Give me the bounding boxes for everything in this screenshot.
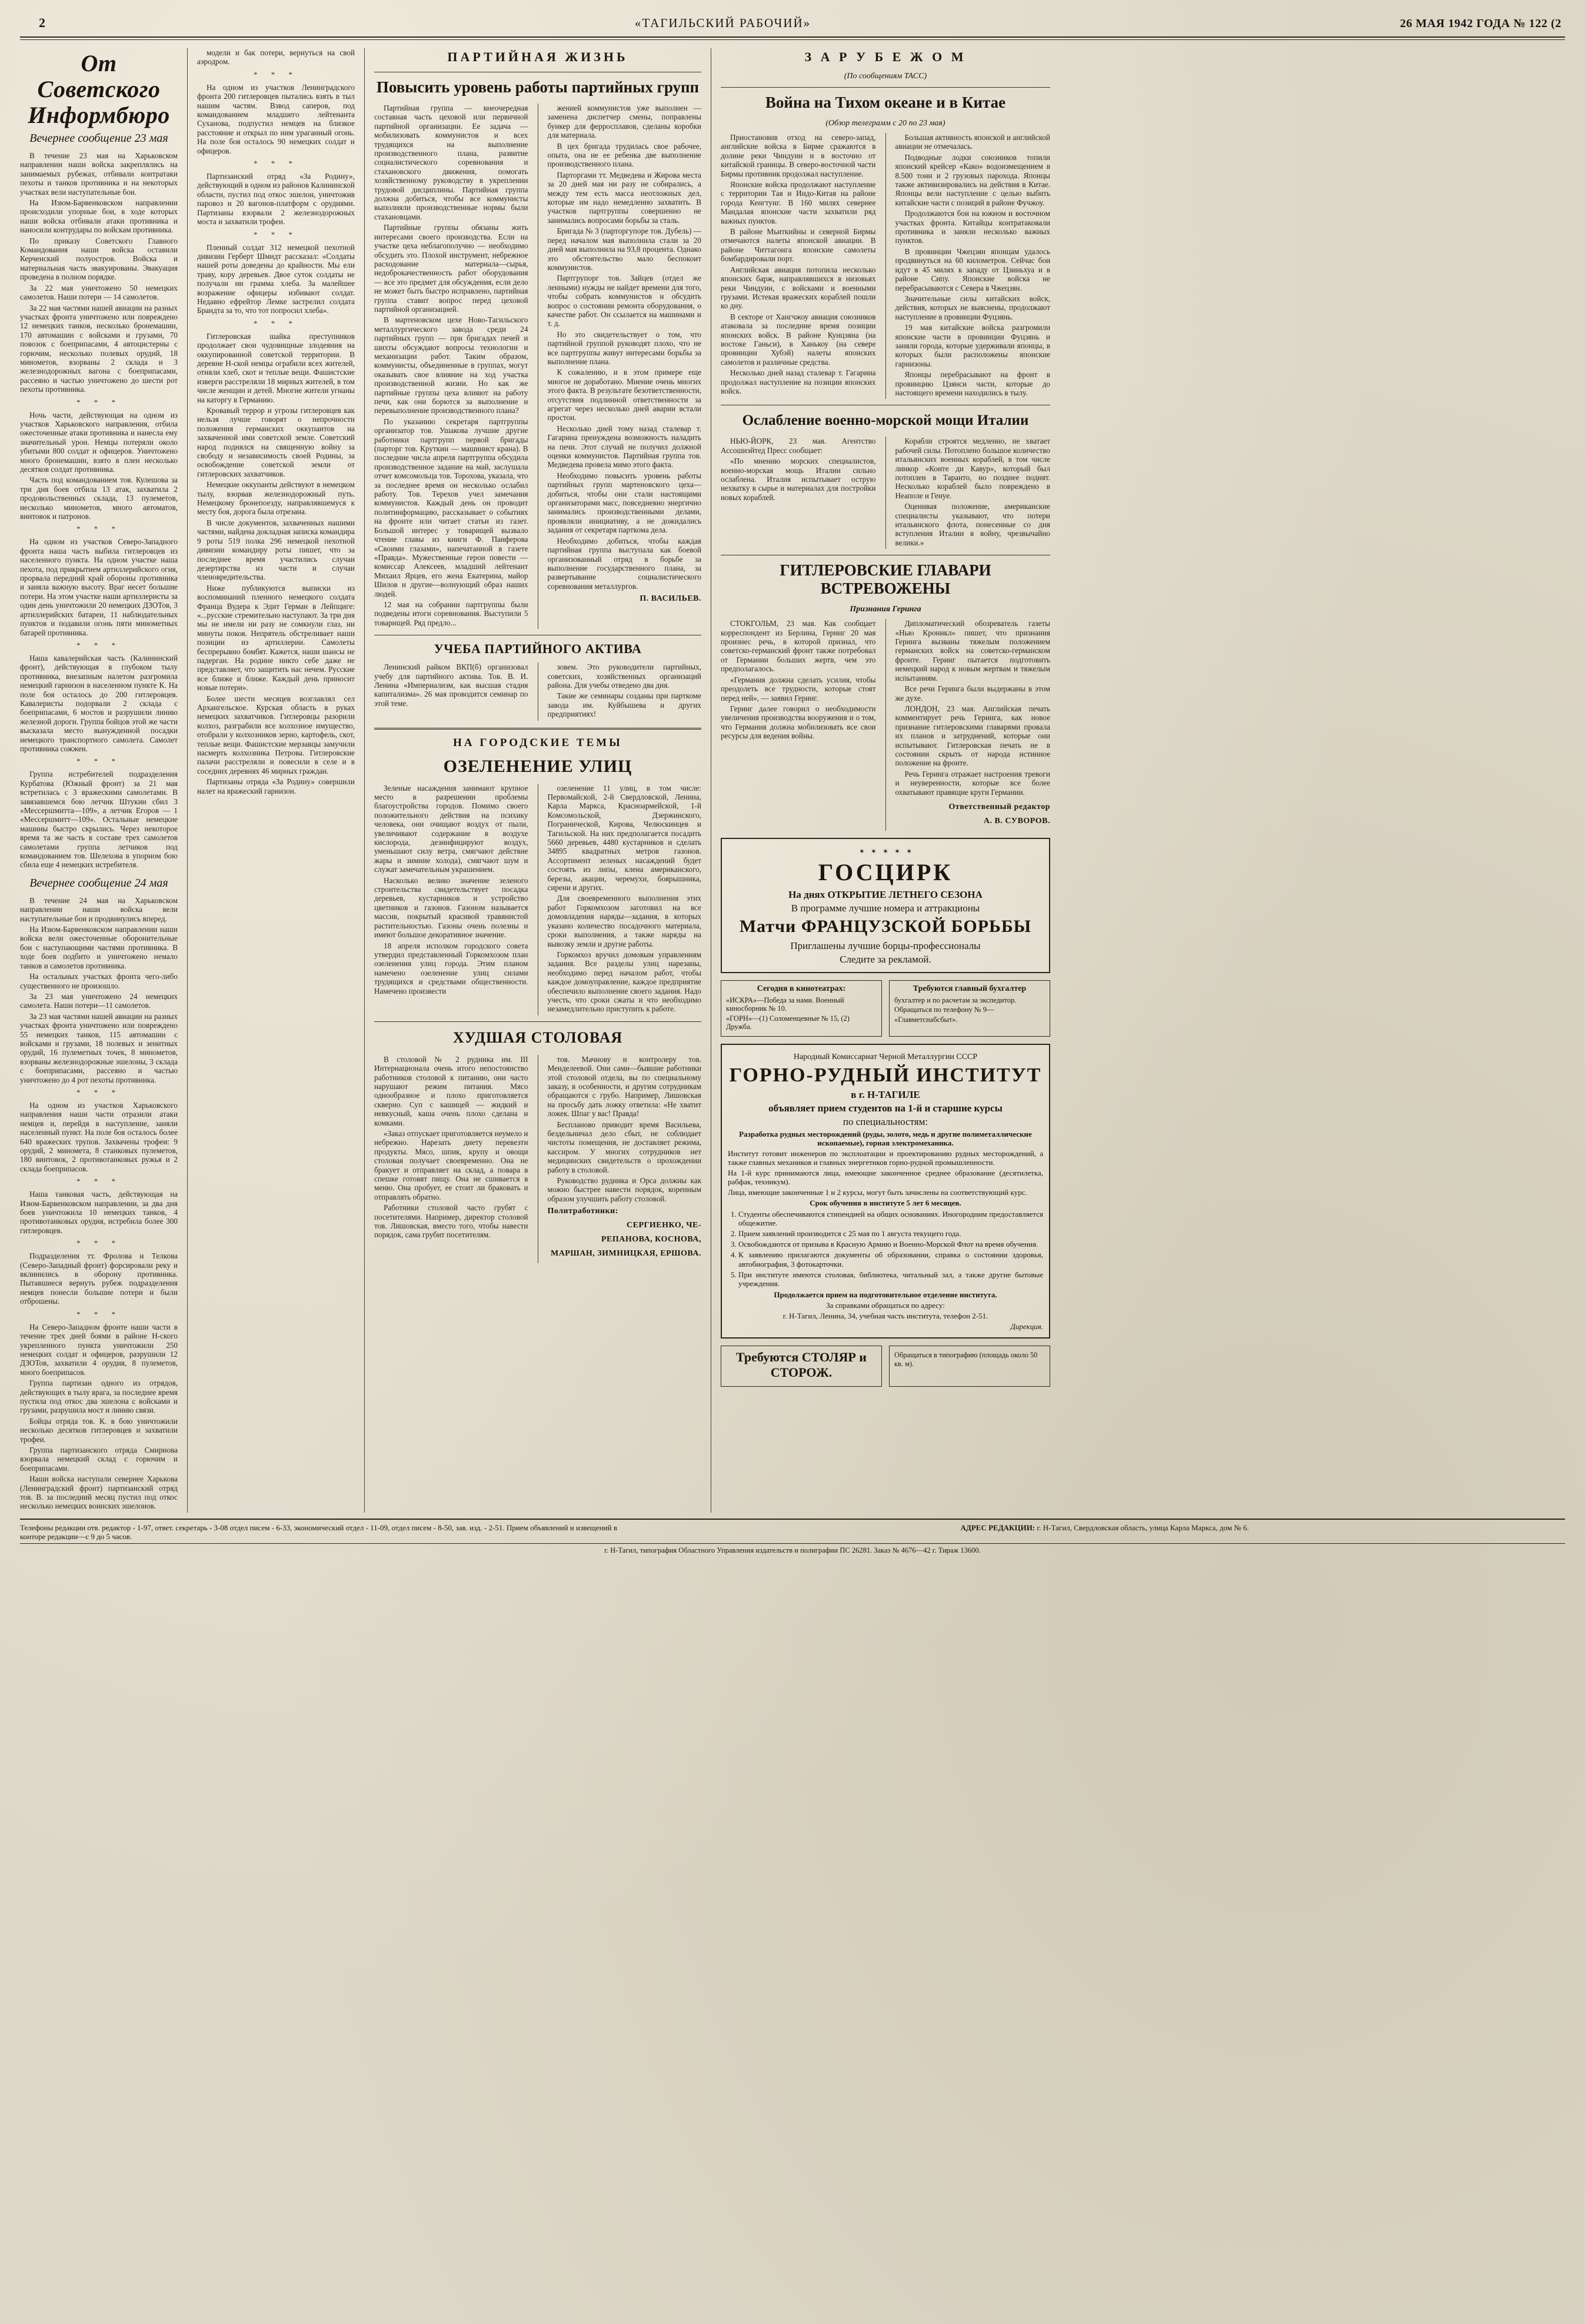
greening-col-right — [548, 784, 702, 1015]
paragraph: На Изюм-Барвенковском направлении наши войска вели ожесточенные оборонительные бои с наступающими частями противника. В ходе боев подбито и уничтожено немало танков и самолетов противника. — [20, 925, 178, 970]
separator: * * * — [254, 229, 298, 239]
ad-vacancy-note[interactable] — [889, 1346, 1050, 1387]
paragraph: Группа партизан одного из отрядов, действующих в тылу врага, за последнее время пустила под откос два эшелона с войсками и грузами, разрушила мост и линию связи. — [20, 1379, 178, 1415]
ad-line: Приглашены лучшие борцы-профессионалы — [790, 940, 981, 951]
rule — [374, 1021, 701, 1022]
subhead-goering: Признания Геринга — [850, 605, 921, 614]
footer-imprint: г. Н-Тагил, типография Областного Управления издательств и полиграфии ПС 26281. Заказ № 4676—42 г. Тираж 13600. — [20, 1543, 1565, 1555]
paragraph: зовем. Это руководители партийных, советских, хозяйственных организаций района. Для учебы отведено два дня. — [547, 662, 701, 690]
headline-pacific-war: Война на Тихом океане и в Китае — [765, 94, 1006, 111]
paragraph: На Северо-Западном фронте наши части в течение трех дней боями в районе Н-ского укрепленного пункта уничтожили 250 немецких солдат и офицеров, разрушили 12 ДЗОТов, захватили 4 орудия, 8 пулеметов, много боеприпасов. — [20, 1322, 178, 1377]
responsible-editor-label: Ответственный редактор — [948, 802, 1050, 811]
list-item: 2. Прием заявлений производится с 25 мая по 1 августа текущего года. — [738, 1229, 1043, 1238]
paragraph: Дипломатический обозреватель газеты «Нью Кроникл» пишет, что признания Геринга вызваны тяжелым положением германских войск на советско-германском фронте. Геринг пытается подготовить немецкий народ к новым жертвам и тяжелым испытаниям. — [895, 619, 1050, 682]
paragraph: Группа истребителей подразделения Курбатова (Южный фронт) за 21 мая встретилась с 3 вражескими самолетами. В завязавшемся бою летчик Штукин сбил 3 «Мессершмитта—109», а летчик Егоров — 1 «Мессершмитт—109». Остальные немецкие машины быстро скрылись. Через некоторое время та же часть в составе трех самолетов самолетами группа летчиков под командованием тов. Шелехова в упорном бою сбила еще 4 немецких истребителя. — [20, 770, 178, 870]
paragraph: Часть под командованием тов. Кулешова за три дня боев отбила 13 атак, захватила 2 продовольственных склада, 13 пулеметов, несколько минометов, много автоматов, винтовок и патронов. — [20, 475, 178, 521]
paragraph: Партизаны отряда «За Родину» совершили налет на вражеский гарнизон. — [197, 777, 355, 795]
greening-col-left — [374, 784, 528, 1015]
paragraph: За 22 мая частями нашей авиации на разных участках фронта уничтожено или повреждено 12 немецких танков, несколько бронемашин, 170 автомашин с войсками и грузами, 70 повозок с боеприпасами, 4 автоцистерны с горючим, несколько полевых орудий, 18 минометов, взорваны 2 склада и 3 железнодорожных вагона с боеприпасами, рассеяно и частью уничтожено до шести рот пехоты противника. — [20, 303, 178, 394]
paragraph: Японцы перебрасывают на фронт в провинцию Цзянси части, которые до настоящего времени находились в тылу. — [895, 370, 1050, 397]
paragraph: Горкомхоз вручил домовым управлениям задания. Все разделы улиц нарезаны, необходимо перед началом работ, чтобы каждое домоуправление, каждое предприятие обеспечило выполнение своего задания. Надо учесть, что сроки сжаты и что необходимо незамедлительно приступить к работе. — [547, 950, 701, 1014]
paragraph: Наши войска наступали севернее Харькова (Ленинградский фронт) партизанский отряд тов. В. за последний месяц пустил под откос несколько немецких воинских эшелонов. — [20, 1474, 178, 1511]
ad-institute-spec-text: Разработка рудных месторождений (руды, золото, медь и другие полиметаллические ископаемые), горная электромеханика. — [739, 1129, 1032, 1147]
separator: * * * — [76, 640, 121, 650]
ad-institute-term: Срок обучения в институте 5 лет 6 месяцев. — [810, 1198, 961, 1207]
column-abroad — [721, 48, 1050, 1513]
article-signature: П. ВАСИЛЬЕВ. — [640, 594, 701, 604]
headline-street-greening: ОЗЕЛЕНЕНИЕ УЛИЦ — [443, 756, 632, 776]
separator: * * * — [76, 1087, 121, 1097]
paragraph: озеленение 11 улиц, в том числе: Первомайской, 2-й Свердловской, Ленина, Карла Маркса, Красноармейской, 1-й Комсомольской, Дзержинского, Погранической, Кирова, Челюскинцев и Тагильской. На них предполагается посадить 5660 деревьев, 4480 кустарников и сделать 34895 квадратных метров газонов. Ассортимент зеленых насаждений будет состоять из липы, клена американского, березы, акации, черемухи, боярышника, сирени и других. — [547, 783, 701, 893]
list-item: 5. При институте имеются столовая, библиотека, читальный зал, а также другие бытовые учреждения. — [738, 1270, 1043, 1288]
paragraph: Продолжаются бои на южном и восточном участках фронта. Китайцы контратаковали противника и заняли несколько важных пунктов. — [895, 209, 1050, 245]
paragraph: В мартеновском цехе Ново-Тагильского металлургического завода среди 24 партийных групп — при бригадах печей и шихты обсуждают вопросы технологии и механизации работ. Таким образом, коммунисты, объединенные в группах, могут оказывать свое влияние на ход участка производственной жизни. Но как же партийные группы цеха влияют на работу печи, как они борются за выполнение и перевыполнение производственного плана? — [374, 315, 528, 415]
column-party-life — [374, 48, 701, 1513]
ad-institute-subtitle: объявляет прием студентов на 1-й и старшие курсы — [768, 1102, 1003, 1114]
ad-institute-org: Народный Комиссариат Черной Металлургии СССР — [793, 1052, 978, 1061]
paragraph: Подводные лодки союзников топили японский крейсер «Како» водоизмещением в 8.500 тонн и 2 грузовых парохода. Японцы также активизировались на действия в Китае. Японцы вели наступление с целью выбить китайские части с позиций в районе Фучжоу. — [895, 152, 1050, 207]
ad-line: В программе лучшие номера и аттракционы — [791, 902, 980, 914]
canteen-col-left — [374, 1055, 528, 1264]
ad-title-goscirk: ГОСЦИРК — [818, 858, 953, 885]
canteen-signer: МАРШАН, ЗИМНИЦКАЯ, ЕРШОВА. — [550, 1249, 701, 1258]
paragraph: Зеленые насаждения занимают крупное место в разрешении проблемы благоустройства городов. Помимо своего положительного действия на психику человека, они очищают воздух от пыли, увеличивают содержание в воздухе кислорода, дезинфицируют воздух, уменьшают силу ветра, смягчают действие жары и зимние холода), смягчают шум и служат замечательным украшением. — [374, 783, 528, 874]
column-divider — [885, 437, 886, 549]
paragraph: Руководство рудника и Орса должны как можно быстрее навести порядок, коренным образом улучшить работу столовой. — [547, 1176, 701, 1203]
star-icon: ✶ — [882, 847, 889, 855]
paragraph: 19 мая китайские войска разгромили японские части в провинции Фуцзянь и заняли города, которые удерживали японцы, в которых были расположены японские гарнизоны. — [895, 323, 1050, 368]
paragraph: По указанию секретаря партгруппы организатор тов. Ушакова лучшие другие работники партгрупп первой бригады (парторг тов. Круткин — машинист крана). В последние числа апреля партгруппа обсудила производственное задание на май, заслушала отчет комсомольца тов. Торохова, указала, что за последнее время он несколько ослабил работу. Тов. Терехов учел замечания коммунистов. Каждый день он проводит политинформацию, рассказывает о событиях на фронте или читает статьи из газет. Большой интерес у товарищей вызвало чтение главы из книги Ф. Панферова «Своими глазами», напечатанной в газете «Правда». Мужественные герои повести — комиссар Алексеев, младший лейтенант Михаил Ярцев, его жена Екатерина, майор Шилов и другие—волнующий образ наших людей. — [374, 417, 528, 598]
ad-cinema[interactable] — [721, 980, 882, 1037]
star-icon: ✶ — [906, 847, 913, 855]
goering-col-left — [721, 619, 876, 831]
goering-col-right — [895, 619, 1051, 831]
separator: * * * — [76, 397, 121, 407]
paragraph: К сожалению, и в этом примере еще многое не доработано. Мнение очень многих этого факта. В результате безответственности, отсутствия подлинной ответственности за агрегат через несколько дней аварии встали простои. — [547, 368, 701, 422]
paragraph: Необходимо повысить уровень работы партийных групп мартеновского цеха—добиться, чтобы они стали настоящими организаторами масс, повседневно энергично занимались производственными делами, проявляли инициативу, а не дожидались задания от секретаря парткома дела. — [547, 471, 701, 535]
footer-address-label: АДРЕС РЕДАКЦИИ: — [960, 1523, 1035, 1532]
canteen-col-right — [548, 1055, 702, 1264]
paragraph: женией коммунистов уже выполнен — заменена диспетчер смены, поправлены бункер для ферросплавов, сделаны коробки для материала. — [547, 104, 701, 140]
paragraph: Все речи Геринга были выдержаны в этом же духе. — [895, 684, 1050, 702]
paragraph: Пленный солдат 312 немецкой пехотной дивизии Герберт Шмидт рассказал: «Солдаты нашей роты доведены до крайности. Мы ели траву, кору деревьев. Двое суток солдаты не получали ни грамма хлеба. За малейшее возражение офицеры избивают солдат. Недавно ефрейтор Лемке застрелил солдата Брандта за то, что тот попросил хлеба». — [197, 242, 355, 315]
paragraph: Бригада № 3 (парторгупоре тов. Дубель) — перед началом мая выполнила стали за 20 дней мая выполнила на 93,8 процента. Однако это обстоятельство мало беспокоит коммунистов. — [547, 227, 701, 272]
star-icon: ✶ — [858, 847, 865, 855]
paragraph: На Изюм-Барвенковском направлении происходили упорные бои, в ходе которых наши войска отбивали атаки противника и наносили контрудары по войскам противника. — [20, 198, 178, 235]
paragraph: На одном из участков Северо-Западного фронта наша часть выбила гитлеровцев из населенного пункта. На одном участке наша пехота, под прикрытием артиллерийского огня, прорвала передний край обороны противника и заняла важную высоту. Враг несет большие потери. На этом участке наши артиллеристы за один день уничтожили 20 немецких ДЗОТов, 3 артиллерийских батареи, 11 наблюдательных пунктов и подавили огонь пяти минометных батарей противника. — [20, 537, 178, 637]
paragraph: По приказу Советского Главного Командования наши войска оставили Керченский полуостров. Войска и материальная часть эвакуированы. Эвакуация проведена в полном порядке. — [20, 236, 178, 282]
subhead-informburo-2: Вечернее сообщение 24 мая — [29, 876, 168, 890]
ad-cinema-line: «ГОРН»—(1) Соломенцевные № 15, (2) Дружба. — [726, 1014, 850, 1031]
canteen-signer: СЕРГИЕНКО, ЧЕ- — [627, 1221, 701, 1230]
responsible-editor-name: А. В. СУВОРОВ. — [983, 816, 1050, 825]
paragraph: Ниже публикуются выписки из воспоминаний пленного немецкого солдата Франца Вудера к Эдит Герман в Лейпциге: «...русские стремительно наступают. За три дня мы не имели ни разу не сомкнули глаз, ни минуты покоя. Непрятель обстреливает наши позиции из артиллерии. Самолеты беспрерывно бомбят. Кажется, наши шансы не падерган. На родине никто себе даже не представляет, что защитить нас нечем. Русские все ближе и ближе. Каждый день приносит новые потери». — [197, 583, 355, 692]
paragraph: Для своевременного выполнения этих работ Горкомхозом заготовил на все домовладения наряды—задания, в которых указано количество посадочного материала, сроки выполнения, а также наряды на вывозку земли и другие работы. — [547, 894, 701, 948]
canteen-signers-label: Политработники: — [547, 1207, 618, 1216]
column-informburo — [20, 48, 178, 1513]
paragraph: «Заказ отпускает приготовляется неумело и небрежно. Нарезать диету перевезти продукты. Мясо, шпик, крупу и овощи столовая получает своевременно. Она не бракует и отправляет на склад, а повара в спешке готовят пищу. Она не сшивается в меню. Она пробует, ее стоит ли браковать и отправлять обратно. — [374, 1129, 528, 1201]
page-number: 2 — [39, 15, 46, 30]
masthead-rule-bottom — [20, 39, 1565, 40]
paragraph: За 23 мая уничтожено 24 немецких самолета. Наши потери—11 самолетов. — [20, 991, 178, 1010]
footer-address-block — [644, 1523, 1565, 1532]
column-divider — [187, 48, 188, 1513]
headline-party-study: УЧЕБА ПАРТИЙНОГО АКТИВА — [434, 641, 642, 657]
paragraph: В течение 24 мая на Харьковском направлении наши войска вели наступательные бои и продвинулись вперед. — [20, 895, 178, 923]
ad-accountant-title: Требуются главный бухгалтер — [913, 984, 1027, 993]
paragraph: Приостановив отход на северо-запад, английские войска в Бирме сражаются в долине реки Чиндуин и в восточно от китайской границы. В северо-восточной части Бирмы противник продолжал наступление. — [721, 133, 876, 178]
abroad-source: (По сообщениям ТАСС) — [844, 72, 927, 81]
list-item: 4. К заявлению прилагаются документы об образовании, справка о состоянии здоровья, автобиография, 3 фотокарточки. — [738, 1250, 1043, 1268]
paragraph: На остальных участках фронта чего-либо существенного не произошло. — [20, 972, 178, 990]
paragraph: Наша кавалерийская часть (Калининский фронт), действующая в глубоком тылу противника, внезапным налетом разгромила немецкий гарнизон в населенном пункте К. На поле боя осталось до 200 гитлеровцев. Кавалеристы подорвали 2 склада с боеприпасами, 6 мостов и разрушили линию железной дороги. Группа бойцов этой же части высказала место вынужденной посадки немецкого транспортного самолета. Самолет противника сожжен. — [20, 653, 178, 753]
ad-institute-footer: Продолжается прием на подготовительное отделение института. — [774, 1290, 997, 1300]
ad-line: Следите за рекламой. — [840, 953, 931, 965]
paragraph: За 23 мая частями нашей авиации на разных участках фронта уничтожено или повреждено 55 немецких танков, 115 автомашин с войсками и грузами, 18 полевых и зенитных орудий, 16 пулеметных точек, 8 минометов, взорваны железнодорожные эшелоны, 3 склада с боеприпасами, рассеяно и частью уничтожено до 4 рот пехоты противника. — [20, 1011, 178, 1084]
page-footer — [20, 1519, 1565, 1541]
paragraph: модели и бак потери, вернуться на свой аэродром. — [197, 48, 355, 66]
paragraph: На одном из участков Ленинградского фронта 200 гитлеровцев пытались взять в тыл нашим частям. Взвод саперов, под командованием младшего лейтенанта Суханова, подпустил немцев на близкое расстояние и открыл по ним ураганный огонь. На поле боя осталось 90 немецких солдат и офицеров. — [197, 82, 355, 155]
paragraph: В цех бригада трудилась свое рабочее, опыта, она не ее ребенка две выполнение производственного плана. — [547, 141, 701, 169]
ad-row-small — [721, 980, 1050, 1037]
paragraph: Наша танковая часть, действующая на Изюм-Барвенковском направлении, за два дня боев уничтожила 10 немецких танков, 4 противотанковых орудия, истребила более 300 гитлеровцев. — [20, 1190, 178, 1235]
paragraph: Гитлеровская шайка преступников продолжает свои чудовищные злодеяния на оккупированной советской территории. В деревне Н-ской немцы ограбили всех жителей, отняли хлеб, скот и теплые вещи. Фашистские изверги расстреляли 18 мирных жителей, в том числе женщин и детей. Многие жители угнаны на каторгу в Германию. — [197, 331, 355, 404]
study-col-right — [548, 662, 702, 720]
paragraph: Партийная группа — внеочередная составная часть цеховой или первичной партийной организации. Ее задача — мобилизовать коммунистов и всех трудящихся на выполнение производственного плана, развитие социалистического соревнования и стахановского движения, помогать хозяйственному руководству в укреплении трудовой дисциплины. Партийная группа должна добиться, чтобы все коммунисты выполняли производственные нормы были стахановцами. — [374, 104, 528, 221]
headline-informburo: От Советского Информбюро — [28, 50, 170, 128]
paragraph: Парторгами тт. Медведева и Жирова места за 20 дней мая ни разу не собирались, а между тем есть масса неотложных дел, которые им надо немедленно захватить. В участков партгруппы совершенно не занимались вопросами борьбы за сталь. — [547, 170, 701, 225]
paragraph: Геринг далее говорил о необходимости увеличения производства вооружения и о том, что Германия должна мобилизовать все свои ресурсы для ведения войны. — [721, 704, 876, 741]
section-title-party-life: ПАРТИЙНАЯ ЖИЗНЬ — [447, 49, 628, 64]
paragraph: Речь Геринга отражает настроения тревоги и неуверенности, которые все более охватывают правящие круги Германии. — [895, 769, 1050, 797]
paragraph: Английская авиация потопила несколько японских барж, направлявшихся в низовьях реки Чиндуин, с войсками и военными грузами. Истекая вражеских кораблей пошли ко дну. — [721, 265, 876, 311]
party-life-col-left — [374, 104, 528, 629]
paragraph: Кровавый террор и угрозы гитлеровцев как нельзя лучше говорят о непрочности положения германских оккупантов на захваченной ими советской земле. Советский народ поднялся на священную войну за свободу и независимость своей Родины, за освобождение советской земли от гитлеровских захватчиков. — [197, 406, 355, 478]
paragraph: Насколько велико значение зеленого строительства свидетельствует посадка деревьев, кустарников и устройство цветников и газонов. Газоном называется массив, покрытый красивой травянистой растительностью. Газоны очень полезны и имеют большое декоративное значение. — [374, 875, 528, 940]
ad-institute-body: Институт готовит инженеров по эксплоатации и проектированию рудных месторождений, а также главных механиков и главных энергетиков горно-рудной промышленности. — [728, 1148, 1043, 1167]
italy-col-left — [721, 437, 876, 549]
paragraph: Необходимо добиться, чтобы каждая партийная группа выступала как боевой организованный отряд в борьбе за выполнение государственного плана, за развертывание социалистического соревнования металлургов. — [547, 536, 701, 591]
paragraph: В столовой № 2 рудника им. III Интернационала очень итого непостоянство работников столовой к питанию, они часто нарушают режим питания. Мясо однообразное и плохо приготовляется скверно. Суп с кашицей — жидкий и невкусный, каша очень плохо сделана и комками. — [374, 1054, 528, 1127]
paragraph: Партийные группы обязаны жить интересами своего производства. Если на участке цеха неблагополучно — необходимо обсудить это. Плохой инструмент, небрежное расходование материала—сырья, недоброкачественность работ оборудования — все это предмет для обсуждения, если дело не может быть быстро исправлено, партийная группа ставит вопрос перед цеховой партийной организацией. — [374, 223, 528, 314]
separator: * * * — [76, 1309, 121, 1319]
paragraph: «Германия должна сделать усилия, чтобы преодолеть все трудности, которые стоят перед ней», — заявил Геринг. — [721, 675, 876, 702]
paragraph: Несколько дней назад сталевар т. Гагарина продолжал наступление на позиции японских войск. — [721, 368, 876, 395]
headline-party-groups: Повысить уровень работы партийных групп — [376, 78, 700, 96]
paragraph: Но это свидетельствует о том, что партийной группой руководят плохо, что не все партгруппы живут интересами борьбы за выполнение плана. — [547, 329, 701, 366]
separator: * * * — [254, 318, 298, 328]
ad-line-wrestling: Матчи ФРАНЦУЗСКОЙ БОРЬБЫ — [739, 916, 1032, 936]
section-title-abroad: З А Р У Б Е Ж О М — [804, 49, 967, 64]
separator: * * * — [76, 524, 121, 534]
ad-cinema-title: Сегодня в кинотеатрах: — [757, 984, 846, 993]
ad-goscirk[interactable] — [721, 838, 1050, 973]
footer-phones: Телефоны редакции отв. редактор - 1-97, ответ. секретарь - 3-08 отдел писем - 6-33, экономический отдел - 11-09, отдел писем - 8-50, зав. изд. - 2-51. Прием объявлений и извещений в конторе редакции—с 9 до 5 часов. — [20, 1523, 617, 1541]
paragraph: В течение 23 мая на Харьковском направлении наши войска закреплялись на занимаемых рубежах, отбивали контратаки пехоты и танков противника и на некоторых участках вели наступательные бои. — [20, 151, 178, 197]
paragraph: За 22 мая уничтожено 50 немецких самолетов. Наши потери — 14 самолетов. — [20, 283, 178, 302]
headline-italy-navy: Ослабление военно-морской мощи Италии — [742, 412, 1029, 429]
study-col-left — [374, 662, 528, 720]
ad-line: На днях ОТКРЫТИЕ ЛЕТНЕГО СЕЗОНА — [788, 888, 983, 900]
ad-accountant-line: Обращаться по телефону № 9— — [894, 1005, 994, 1014]
ad-institute-footer: г. Н-Тагил, Ленина, 34, учебная часть института, телефон 2-51. — [782, 1311, 988, 1321]
ad-decoration — [728, 847, 1043, 856]
separator: * * * — [76, 1238, 121, 1248]
column-divider — [885, 133, 886, 399]
star-icon: ✶ — [870, 847, 877, 855]
abroad-col-left — [721, 133, 876, 399]
separator: * * * — [76, 1177, 121, 1186]
ad-vacancy-note-text: Обращаться в типографию (площадь около 50 кв. м). — [894, 1351, 1038, 1368]
issue-date: 26 МАЯ 1942 ГОДА № 122 (2 — [1400, 17, 1561, 30]
paragraph: Корабли строятся медленно, не хватает рабочей силы. Потоплено большое количество итальянских военных кораблей, в том числе линкор «Конте ди Кавур», который был потоплен в Таранто, но позднее поднят. Несколько кораблей было повреждено в Неаполе и Генуе. — [895, 437, 1050, 500]
paragraph: Работники столовой часто грубят с посетителями. Например, директор столовой тов. Лишовская, вместо того, чтобы навести порядок, сама грубит посетителям. — [374, 1203, 528, 1240]
italy-col-right — [895, 437, 1051, 549]
canteen-signer: РЕПАНОВА, КОСНОВА, — [601, 1235, 701, 1244]
paragraph: Беспланово приводит время Васильева, бездельничал дело сбыт, не соблюдает чистоты помещения, не доставляет режима, кассиром. У многих сотрудников нет медицинских свидетельств о прохождении работу в столовой. — [547, 1120, 701, 1174]
paragraph: ЛОНДОН, 23 мая. Английская печать комментирует речь Геринга, как новое признание гитлеровскими главарями провала их планов и затруднений, которые они испытывают. Гитлеровская печать не в состоянии скрыть от народа истинное положение на фронте. — [895, 704, 1050, 768]
paragraph: Значительные силы китайских войск, действия, которых не выяснены, продолжают наступление в провинции Фуцзянь. — [895, 294, 1050, 321]
ad-institute-title: ГОРНО-РУДНЫЙ ИНСТИТУТ — [729, 1064, 1042, 1086]
paragraph: Группа партизанского отряда Смирнова взорвала немецкий склад с горючим и боеприпасами. — [20, 1445, 178, 1473]
paragraph: В районе Мьиткийны и северной Бирмы отмечаются налеты японской авиации. В районе Читтагонга японские самолеты бомбардировали порт. — [721, 227, 876, 264]
ad-vacancy-title: Требуются СТОЛЯР и СТОРОЖ. — [736, 1350, 867, 1380]
rule — [374, 728, 701, 730]
paragraph: Несколько дней тому назад сталевар т. Гагарина пренуждена возможность наладить на печи. Этот случай не получил должной оценки коммунистов. Партийная группа тов. Медведева провела мимо этого факта. — [547, 424, 701, 470]
paragraph: Подразделения тт. Фролова и Телкова (Северо-Западный фронт) форсировали реку и вклинились в оборону противника. Пытавшиеся вернуть рубеж подразделения немцев понесли большие потери и были отброшены. — [20, 1251, 178, 1306]
separator: * * * — [254, 69, 298, 79]
paper-name: «ТАГИЛЬСКИЙ РАБОЧИЙ» — [634, 16, 811, 30]
paragraph: Такие же семинары созданы при парткоме завода им. Куйбышева и других предприятиях! — [547, 691, 701, 719]
abroad-subhead: (Обзор телеграмм с 20 по 23 мая) — [825, 119, 945, 128]
column-informburo-cont — [197, 48, 355, 1513]
masthead — [20, 15, 1565, 35]
paragraph: 18 апреля исполком городского совета утвердил представленный Горкомхозом план озеленения улиц города. Этим планом намечено озеленение улиц силами трудящихся и средствами общественности. Намечено произвести — [374, 941, 528, 995]
ad-institute-list — [738, 1210, 1043, 1288]
paragraph: тов. Мачнову и контролеру тов. Менделеевой. Они сами—бывшие работники этой столовой отдела, вы по специальному заказу, в особенности, и другим сотрудникам обращаются с грубо. Например, Лишовская на просьбу дать ложку ответила: «Не хватит ложек. Шпаг у вас! Правда! — [547, 1054, 701, 1118]
footer-address: г. Н-Тагил, Свердловская область, улица Карла Маркса, дом № 6. — [1037, 1523, 1249, 1532]
ad-institute-city: в г. Н-ТАГИЛЕ — [851, 1088, 920, 1100]
paragraph: «По мнению морских специалистов, военно-морская мощь Италии сильно ослаблена. Италия испытывает острую нехватку в сырье и материалах для постройки новых кораблей. — [721, 457, 876, 502]
ad-institute-spec-label: по специальностям: — [843, 1116, 928, 1127]
separator: * * * — [254, 159, 298, 168]
paragraph: Ночь части, действующая на одном из участков Харьковского направления, отбила ожесточенные атаки противника и нанесла ему значительный урон. Немцы потеряли около убитыми 800 солдат и офицеров. Уничтожено много бронемашин, взято в плен несколько десятков солдат противника. — [20, 410, 178, 474]
column-divider — [885, 619, 886, 831]
paragraph: 12 мая на собрании партгруппы были подведены итоги соревнования. Выступили 5 товарищей. Ряд предло... — [374, 600, 528, 627]
paragraph: На одном из участков Харьковского направления наши части отразили атаки немцев и, перейдя в наступление, заняли населенный пункт. На поле боя осталось более 640 вражеских трупов. Захвачены трофеи: 9 орудий, 2 миномета, 8 станковых пулеметов, 180 винтовок, 2 противотанковых ружья и 2 склада боеприпасов. — [20, 1100, 178, 1173]
paragraph: В числе документов, захваченных нашими частями, найдена докладная записка командира 9 роты 519 полка 296 немецкой пехотной дивизии командиру роты пишет, что за последнее время участились случаи дезертирства из части и случаи членовредительства. — [197, 518, 355, 582]
ad-accountant-wanted[interactable] — [889, 980, 1050, 1037]
paragraph: В провинции Чжецзян японцам удалось продвинуться на 60 километров. Сейчас бои идут в 45 милях к западу от Цзиньхуа и в районе Сипу. Японские войска не перебрасываются с Севера в Чжецзян. — [895, 247, 1050, 292]
column-divider — [364, 48, 365, 1513]
ad-institute-body: На 1-й курс принимаются лица, имеющие законченное среднее образование (десятилетка, рабфак, техникум). — [728, 1168, 1043, 1186]
paragraph: Партгрупорг тов. Зайцев (отдел же ленными) нужды не найдет времени для того, чтобы собрать коммунистов и обсудить вопрос о состоянии ремонта оборудования, о качестве работ. Он ссылается на машинами и т. д. — [547, 274, 701, 328]
paragraph: Ленинский райком ВКП(б) организовал учебу для партийного актива. Тов. В. И. Ленина «Империализм, как высшая стадия капитализма». 26 мая проводится семинар по этой теме. — [374, 662, 528, 708]
paragraph: Немецкие оккупанты действуют в немецком тылу, взорвав железнодорожный путь. Немецкому бронепоезду, направлявшемуся к месту боя, дорога была отрезана. — [197, 480, 355, 517]
paragraph: СТОКГОЛЬМ, 23 мая. Как сообщает корреспондент из Берлина, Геринг 20 мая произнес речь, в которой признал, что советско-германский фронт также потребовал от Германии больших жертв, чем это предполагалось. — [721, 619, 876, 674]
ad-institute-footer: За справками обращаться по адресу: — [826, 1301, 945, 1310]
paragraph: НЬЮ-ЙОРК, 23 мая. Агентство Ассошиэйтед Пресс сообщает: — [721, 437, 876, 455]
subhead-informburo: Вечернее сообщение 23 мая — [29, 132, 168, 145]
ad-institute-signature: Дирекция. — [1010, 1322, 1043, 1331]
masthead-rule-top — [20, 36, 1565, 38]
rule — [721, 87, 1050, 88]
paragraph: Большая активность японской и английской авиации не отмечалась. — [895, 133, 1050, 151]
ad-row-vacancy — [721, 1346, 1050, 1387]
paragraph: Бойцы отряда тов. К. в бою уничтожили несколько десятков гитлеровцев и захватили трофеи. — [20, 1416, 178, 1444]
paragraph: Более шести месяцев возглавлял сел Архангельское. Курская область в руках немецких захватчиков. Гитлеровцы разорили колхоз, разграбили все колхозное имущество, отобрали у колхозников зерно, картофель, скот, теплые вещи. Фашистские мерзавцы замучили насмерть колхозника Петрова. Гитлеровские палачи расстреляли и повесили в селе и в соседних деревнях 46 мирных граждан. — [197, 694, 355, 775]
party-life-col-right — [548, 104, 702, 629]
ad-vacancy[interactable] — [721, 1346, 882, 1387]
abroad-col-right — [895, 133, 1051, 399]
paragraph: Партизанский отряд «За Родину», действующий в одном из районов Калининской области, пустил под откос эшелон, уничтожив паровоз и 20 вагонов-платформ с орудиями. Партизаны взорвали 2 железнодорожных моста и захватили трофеи. — [197, 172, 355, 227]
list-item: 3. Освобождаются от призыва в Красную Армию и Военно-Морской Флот на время обучения. — [738, 1240, 1043, 1248]
headline-hitler-leaders: ГИТЛЕРОВСКИЕ ГЛАВАРИ ВСТРЕВОЖЕНЫ — [780, 561, 991, 598]
paragraph: Оценивая положение, американские специалисты указывают, что потери итальянского флота, понесенные со дня вступления Италии в войну, чрезвычайно велики.» — [895, 502, 1050, 547]
ad-mining-institute[interactable] — [721, 1044, 1050, 1339]
star-icon: ✶ — [894, 847, 901, 855]
ad-cinema-line: «ИСКРА»—Победа за нами. Военный киносборник № 10. — [726, 995, 844, 1013]
ad-accountant-line: «Главметснабсбыт». — [894, 1015, 958, 1024]
paragraph: Японские войска продолжают наступление с территории Тая и Индо-Китая на районе города Кенгтунг. В 160 милях севернее Мандалая японские части захватили ряд важных пунктов. — [721, 180, 876, 225]
section-title-city-topics: НА ГОРОДСКИЕ ТЕМЫ — [453, 736, 622, 749]
separator: * * * — [76, 757, 121, 766]
page-grid — [20, 48, 1565, 1513]
headline-worst-canteen: ХУДШАЯ СТОЛОВАЯ — [452, 1028, 623, 1046]
list-item: 1. Студенты обеспечиваются стипендией на общих основаниях. Иногородним предоставляется общежитие. — [738, 1210, 1043, 1227]
ad-accountant-line: бухгалтер и по расчетам за экспедитор. — [894, 995, 1017, 1004]
paragraph: В секторе от Хангчжоу авиация союзников атаковала за последние время позиции японских войск. В районе Кунцзяна (на востоке Ганьси), в Ханькоу (на севере провинции Хубэй) налеты японских самолетов и различные средства. — [721, 312, 876, 367]
ad-institute-body: Лица, имеющие законченные 1 и 2 курсы, могут быть зачислены на соответствующий курс. — [728, 1187, 1027, 1197]
